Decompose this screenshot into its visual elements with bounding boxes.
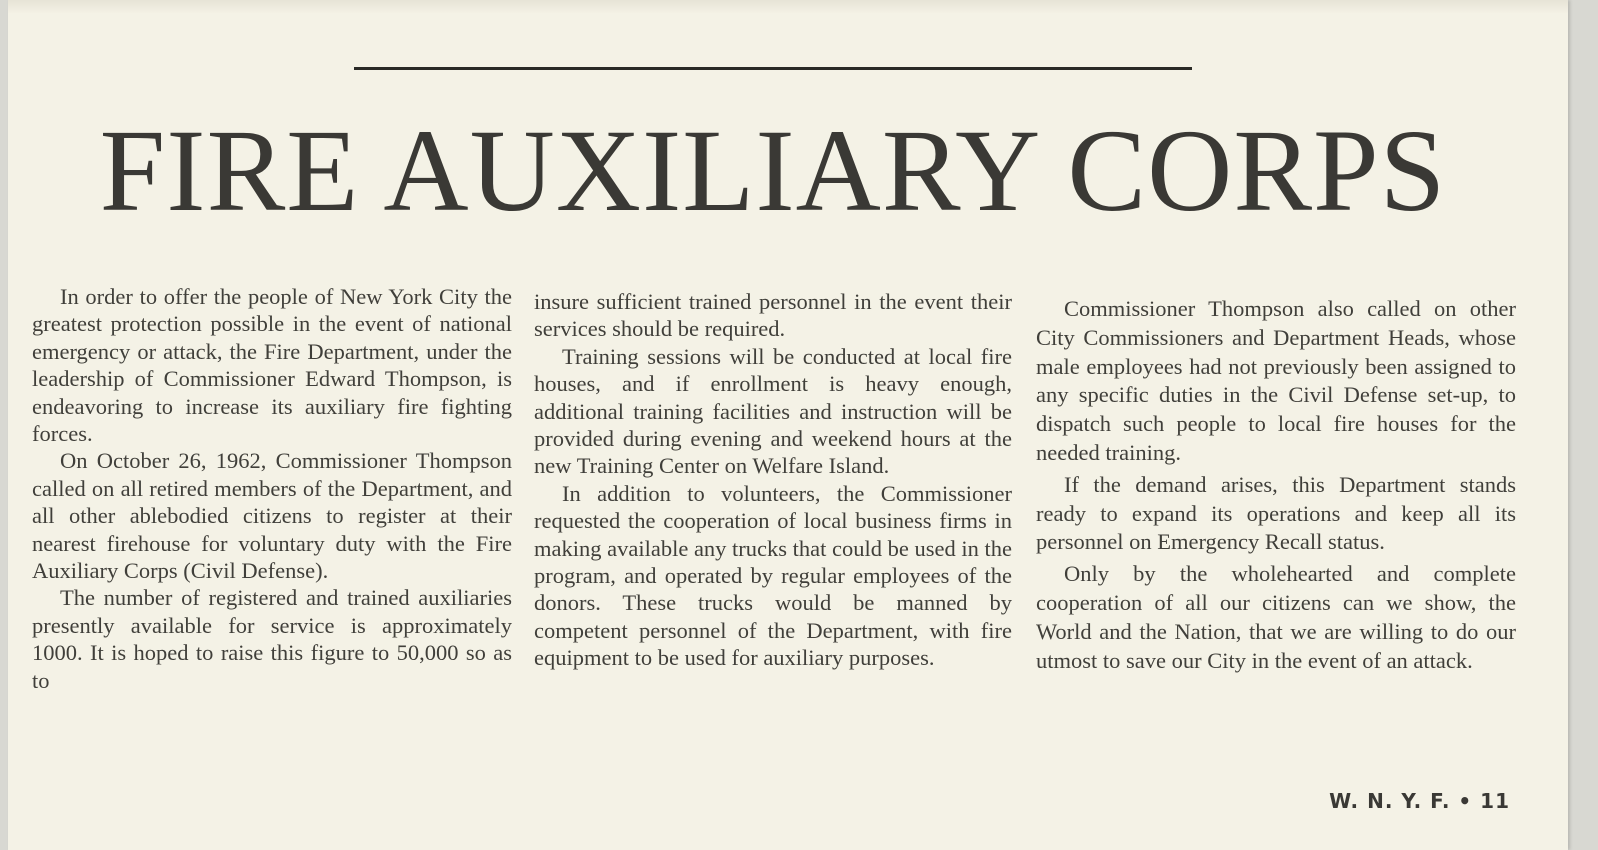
paragraph: On October 26, 1962, Commissioner Thompson called on all retired members of the Department, and all other ablebodied citizens to register at their nearest firehouse for voluntary duty with the Fire Auxiliary Corps (Civil Defense). (32, 448, 512, 584)
headline-rule (354, 67, 1192, 70)
paragraph: insure sufficient trained personnel in the event their services should be required. (534, 289, 1012, 342)
paragraph: Training sessions will be conducted at local fire houses, and if enrollment is heavy enough, additional training facilities and instruction will be provided during evening and weekend hours at the new Training Center on Welfare Island. (534, 343, 1012, 479)
paragraph: The number of registered and trained auxiliaries presently available for service is approximately 1000. It is hoped to raise this figure to 50,000 so as to (32, 585, 512, 693)
text-column-3 (1036, 295, 1516, 675)
text-column-1 (32, 283, 512, 694)
article-title: FIRE AUXILIARY CORPS (99, 105, 1447, 236)
paragraph: Only by the wholehearted and complete cooperation of all our citizens can we show, the World and the Nation, that we are willing to do our utmost to save our City in the event of an attack. (1036, 561, 1516, 673)
page-folio: W. N. Y. F. • 11 (1329, 789, 1510, 813)
paragraph: In addition to volunteers, the Commissioner requested the cooperation of local business firms in making available any trucks that could be used in the program, and operated by regular employees of the donors. These trucks would be manned by competent personnel of the Department, with fire equipment to be used for auxiliary purposes. (534, 480, 1012, 671)
page-edge-shadow (8, 0, 1568, 14)
text-column-2 (534, 288, 1012, 672)
magazine-page (8, 0, 1568, 850)
paragraph: In order to offer the people of New York City the greatest protection possible in the event of national emergency or attack, the Fire Department, under the leadership of Commissioner Edward Thompson, is endeavoring to increase its auxiliary fire fighting forces. (32, 284, 512, 447)
paragraph: Commissioner Thompson also called on other City Commissioners and Department Heads, whose male employees had not previously been assigned to any specific duties in the Civil Defense set-up, to dispatch such people to local fire houses for the needed training. (1036, 296, 1516, 465)
paragraph: If the demand arises, this Department stands ready to expand its operations and keep all its personnel on Emergency Recall status. (1036, 471, 1516, 555)
